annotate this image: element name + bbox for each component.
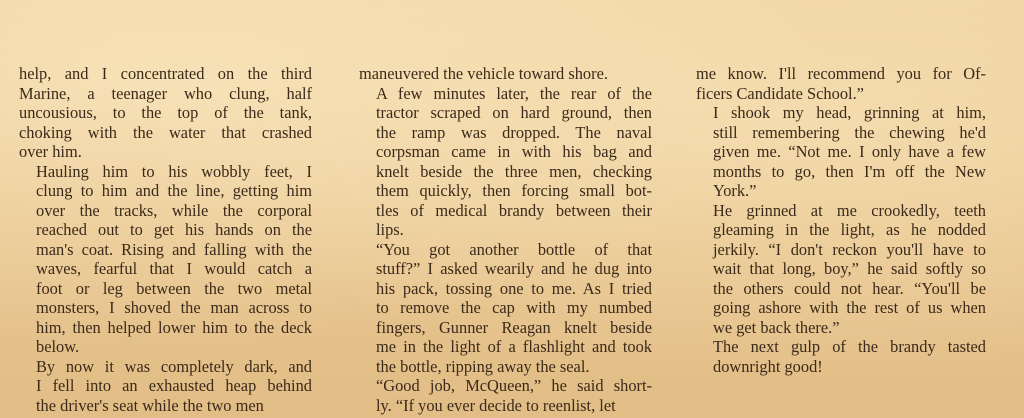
paragraph xyxy=(696,103,986,201)
text-line: still remembering the chewing he'd xyxy=(713,122,986,142)
text-line: York.” xyxy=(713,181,757,200)
text-line: the driver's seat while the two men xyxy=(36,395,264,415)
text-line: me know. I'll recommend you for Of- xyxy=(696,64,986,83)
text-line: reached out to get his hands on the xyxy=(36,220,312,239)
text-line: A few minutes later, the rear of the xyxy=(376,83,652,103)
text-line: Marine, a teenager who clung, half xyxy=(19,83,312,103)
text-line: By now it was completely dark, and xyxy=(36,356,312,376)
text-line: stuff?” I asked wearily and he dug into xyxy=(376,259,652,278)
text-line: The next gulp of the brandy tasted xyxy=(713,337,986,356)
text-line: clung to him and the line, getting him xyxy=(36,181,312,200)
paragraph xyxy=(359,240,652,377)
paragraph xyxy=(19,162,312,357)
paragraph xyxy=(696,64,986,103)
paragraph xyxy=(359,64,652,84)
text-line: tles of medical brandy between their xyxy=(376,200,652,220)
paragraph xyxy=(19,64,312,162)
text-line: going ashore with the rest of us when xyxy=(713,298,986,317)
text-line: ly. “If you ever decide to reenlist, let xyxy=(376,395,616,415)
text-line: the ramp was dropped. The naval xyxy=(376,122,652,142)
text-line: wait that long, boy,” he said softly so xyxy=(713,259,986,278)
paragraph xyxy=(359,84,652,240)
paragraph xyxy=(696,201,986,338)
text-line: the others could not hear. “You'll be xyxy=(713,278,986,298)
text-line: below. xyxy=(36,337,80,356)
text-column-3 xyxy=(696,64,986,376)
paragraph xyxy=(696,337,986,376)
text-line: Hauling him to his wobbly feet, I xyxy=(36,161,312,181)
text-line: the bottle, ripping away the seal. xyxy=(376,356,590,376)
text-line: I fell into an exhausted heap behind xyxy=(36,376,312,395)
text-line: fingers, Gunner Reagan knelt beside xyxy=(376,317,652,337)
text-line: corpsman came in with his bag and xyxy=(376,142,652,161)
text-line: He grinned at me crookedly, teeth xyxy=(713,200,986,220)
text-line: “Good job, McQueen,” he said short- xyxy=(376,376,652,395)
text-line: his pack, tossing one to me. As I tried xyxy=(376,278,652,298)
paragraph xyxy=(359,376,652,415)
text-line: uncousious, to the top of the tank, xyxy=(19,103,312,122)
text-line: to remove the cap with my numbed xyxy=(376,298,652,317)
text-line: gleaming in the light, as he nodded xyxy=(713,220,986,239)
text-line: foot or leg between the two metal xyxy=(36,278,312,298)
paragraph xyxy=(19,357,312,416)
text-line: I shook my head, grinning at him, xyxy=(713,103,986,122)
text-line: maneuvered the vehicle toward shore. xyxy=(359,64,608,83)
text-line: downright good! xyxy=(713,356,823,376)
text-line: over the tracks, while the corporal xyxy=(36,200,312,220)
text-line: choking with the water that crashed xyxy=(19,122,312,142)
text-line: months to go, then I'm off the New xyxy=(713,161,986,181)
text-line: them quickly, then forcing small bot- xyxy=(376,181,652,200)
text-line: we get back there.” xyxy=(713,317,840,337)
text-line: ficers Candidate School.” xyxy=(696,83,864,103)
text-column-1 xyxy=(19,64,312,415)
text-line: tractor scraped on hard ground, then xyxy=(376,103,652,122)
text-line: him, then helped lower him to the deck xyxy=(36,317,312,337)
text-line: waves, fearful that I would catch a xyxy=(36,259,312,278)
text-line: given me. “Not me. I only have a few xyxy=(713,142,986,161)
text-line: lips. xyxy=(376,220,404,239)
text-column-2 xyxy=(359,64,652,415)
text-line: jerkily. “I don't reckon you'll have to xyxy=(713,239,986,259)
text-line: help, and I concentrated on the third xyxy=(19,64,312,83)
text-line: man's coat. Rising and falling with the xyxy=(36,239,312,259)
text-line: monsters, I shoved the man across to xyxy=(36,298,312,317)
text-line: “You got another bottle of that xyxy=(376,239,652,259)
text-line: over him. xyxy=(19,142,82,161)
text-line: knelt beside the three men, checking xyxy=(376,161,652,181)
text-line: me in the light of a flashlight and took xyxy=(376,337,652,356)
